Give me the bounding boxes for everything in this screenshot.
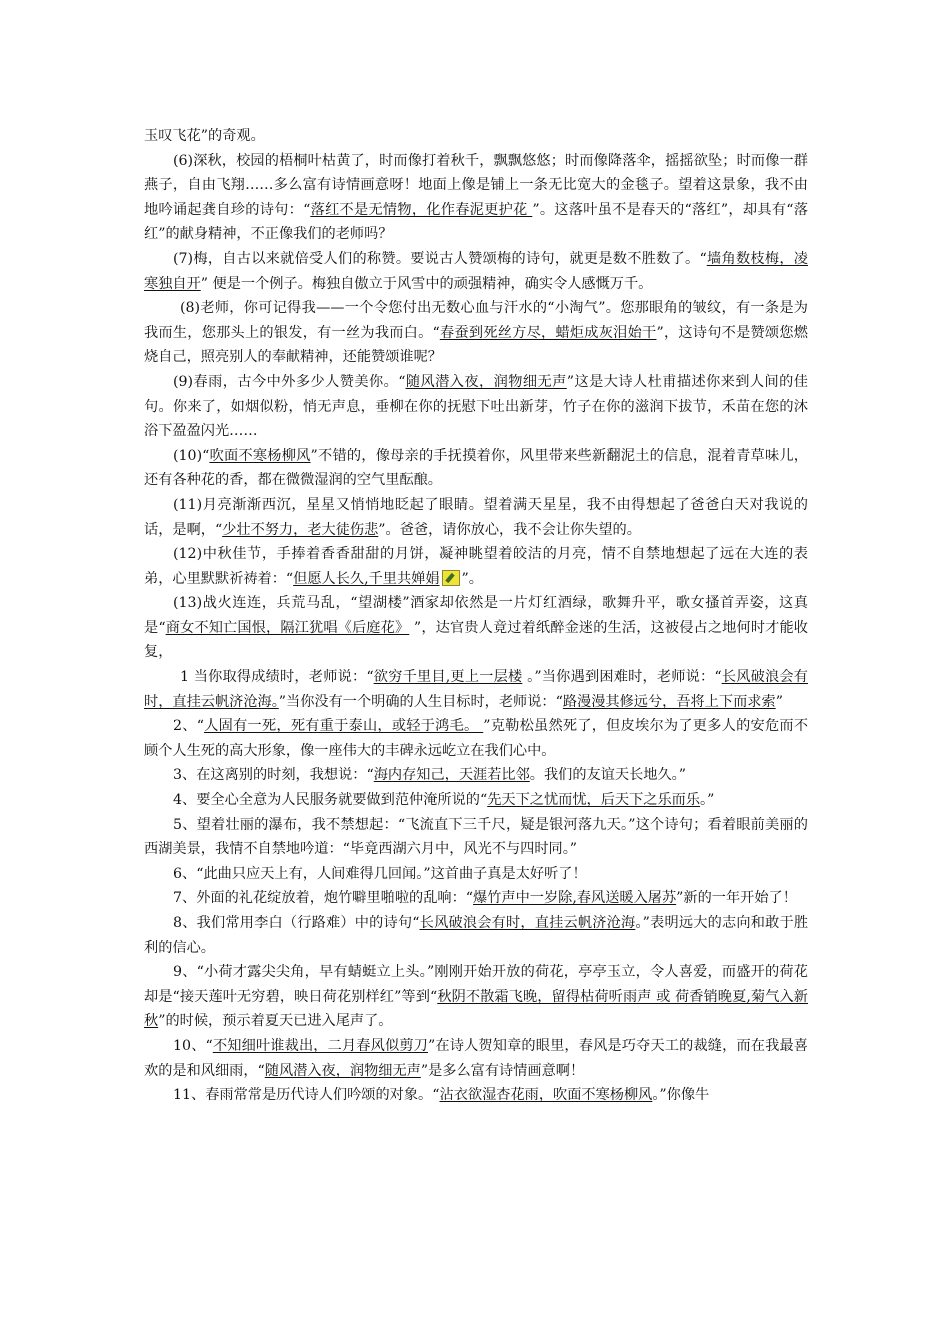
text-run: ”。这落叶虽不是春天的“落红”，却具有“落红”的献身精神，不正像我们的老师吗？ bbox=[144, 201, 808, 243]
text-run: (11)月亮渐渐西沉，星星又悄悄地眨起了眼睛。望着满天星星，我不由得想起了爸爸白天对我说的话，是啊，“ bbox=[144, 496, 808, 538]
paragraph bbox=[144, 960, 808, 1034]
paragraph bbox=[144, 124, 808, 149]
text-run: ”这是大诗人杜甫描述你来到人间的佳句。你来了，如烟似粉，悄无声息，垂柳在你的抚慰下吐出新芽，竹子在你的滋润下拔节，禾苗在您的沐浴下盈盈闪光…… bbox=[144, 373, 808, 440]
text-run: (8)老师，你可记得我——一个令您付出无数心血与汗水的“小淘气”。您那眼角的皱纹，有一条是为我而生，您那头上的银发，有一丝为我而白。“ bbox=[144, 300, 808, 341]
text-run: ”，达官贵人竟过着纸醉金迷的生活，这被侵占之地何时才能收复， bbox=[144, 619, 808, 661]
text-run: 。”表明远大的志向和敢于胜利的信心。 bbox=[144, 915, 809, 956]
text-run: 3、在这离别的时刻，我想说：“ bbox=[173, 767, 374, 784]
underlined-poem-line: 不知细叶谁裁出，二月春风似剪刀 bbox=[212, 1037, 428, 1054]
underlined-poem-line: 少壮不努力，老大徒伤悲 bbox=[222, 521, 379, 538]
text-run: ”。 bbox=[461, 570, 483, 587]
underlined-poem-line: 吹面不寒杨柳风 bbox=[209, 447, 311, 464]
text-run: 10、“ bbox=[173, 1037, 213, 1054]
document-page bbox=[144, 124, 808, 1108]
text-run: (13)战火连连，兵荒马乱，“望湖楼”酒家却依然是一片灯红酒绿，歌舞升平，歌女搔首弄姿，这真是“ bbox=[144, 595, 808, 636]
underlined-poem-line: 随风潜入夜，润物细无声 bbox=[405, 373, 567, 390]
paragraph bbox=[144, 591, 808, 665]
underlined-poem-line: 海内存知己，天涯若比邻 bbox=[373, 767, 530, 784]
underlined-poem-line: 爆竹声中一岁除,春风送暖入屠苏 bbox=[473, 890, 677, 907]
underlined-poem-line: 落红不是无情物，化作春泥更护花 bbox=[310, 201, 533, 218]
text-run: ”新的一年开始了！ bbox=[676, 890, 797, 907]
text-run: (12)中秋佳节，手捧着香香甜甜的月饼，凝神眺望着皎洁的月亮，情不自禁地想起了远在大连的表弟，心里默默祈祷着：“ bbox=[144, 546, 808, 587]
underlined-poem-line: 随风潜入夜，润物细无声 bbox=[264, 1062, 421, 1079]
underlined-poem-line: 人固有一死，死有重于泰山，或轻于鸿毛。 bbox=[203, 718, 484, 735]
paragraph bbox=[144, 763, 808, 788]
underlined-poem-line: 秋阴不散霜飞晚，留得枯荷听雨声 或 荷香销晚夏,菊气入新秋 bbox=[144, 988, 808, 1030]
text-run: 玉叹飞花”的奇观。 bbox=[144, 128, 265, 144]
paragraph bbox=[144, 788, 808, 813]
paragraph bbox=[144, 542, 808, 591]
paragraph bbox=[144, 149, 808, 247]
text-run: 。”你像牛 bbox=[652, 1087, 710, 1104]
underlined-poem-line: 但愿人长久,千里共婵娟 bbox=[293, 570, 440, 587]
underlined-poem-line: 先天下之忧而忧，后天下之乐而乐 bbox=[487, 792, 701, 809]
underlined-poem-line: 春蚕到死丝方尽，蜡炬成灰泪始干 bbox=[439, 324, 657, 341]
text-run: ”在诗人贺知章的眼里，春风是巧夺天工的裁缝，而在我最喜欢的是和风细雨，“ bbox=[144, 1037, 808, 1079]
text-run: 9、“小荷才露尖尖角，早有蜻蜓立上头。”刚刚开始开放的荷花，亭亭玉立，令人喜爱，而盛开的荷花却是“接天莲叶无穷碧，映日荷花别样红”等到“ bbox=[144, 964, 808, 1005]
text-run: ”当你没有一个明确的人生目标时，老师说：“ bbox=[278, 693, 563, 710]
text-run: ”不错的，像母亲的手抚摸着你，风里带来些新翻泥土的信息，混着青草味儿，还有各种花的香，都在微微湿润的空气里酝酿。 bbox=[144, 447, 808, 489]
underlined-poem-line: 墙角数枝梅，凌寒独自开 bbox=[144, 250, 808, 292]
text-run: ”。爸爸，请你放心，我不会让你失望的。 bbox=[378, 521, 641, 538]
underlined-poem-line: 沾衣欲湿杏花雨，吹面不寒杨柳风 bbox=[439, 1087, 653, 1104]
text-run: (10)“ bbox=[173, 447, 210, 464]
text-run: 11、春雨常常是历代诗人们吟颂的对象。“ bbox=[173, 1087, 440, 1104]
text-run: 5、望着壮丽的瀑布，我不禁想起：“飞流直下三千尺，疑是银河落九天。”这个诗句；看着眼前美丽的西湖美景，我情不自禁地吟道：“毕竟西湖六月中，风光不与四时同。” bbox=[144, 816, 808, 858]
paragraph bbox=[144, 247, 808, 296]
paragraph bbox=[144, 862, 808, 887]
text-run: 8、我们常用李白（行路难）中的诗句“ bbox=[173, 915, 420, 931]
text-run: (7)梅，自古以来就倍受人们的称赞。要说古人赞颂梅的诗句，就更是数不胜数了。“ bbox=[173, 250, 707, 267]
text-run: ”的时候，预示着夏天已进入尾声了。 bbox=[158, 1013, 393, 1030]
paragraph bbox=[144, 1083, 808, 1108]
text-run: 7、外面的礼花绽放着，炮竹噼里啪啦的乱响：“ bbox=[173, 890, 474, 907]
paragraph bbox=[144, 493, 808, 542]
underlined-poem-line: 长风破浪会有时，直挂云帆济沧海。 bbox=[144, 669, 808, 710]
text-run: 2、“ bbox=[173, 718, 204, 735]
edit-pen-icon bbox=[442, 570, 460, 586]
text-run: ”克勒松虽然死了，但皮埃尔为了更多人的安危而不顾个人生死的高大形象，像一座伟大的丰碑永远屹立在我们心中。 bbox=[144, 718, 809, 759]
underlined-poem-line: 欲穷千里目,更上一层楼 bbox=[373, 669, 523, 686]
text-run: 。”当你遇到困难时，老师说：“ bbox=[522, 669, 722, 686]
text-run: ” bbox=[775, 693, 783, 710]
paragraph bbox=[144, 1034, 808, 1083]
text-run: (6)深秋，校园的梧桐叶枯黄了，时而像打着秋千，飘飘悠悠；时而像降落伞，摇摇欲坠；时而像一群燕子，自由飞翔……多么富有诗情画意呀！地面上像是铺上一条无比宽大的金毯子。望着这景象，我不由地吟诵起龚自珍的诗句：“ bbox=[144, 152, 808, 218]
paragraph bbox=[144, 296, 808, 370]
text-run: ” 便是一个例子。梅独自傲立于风雪中的顽强精神，确实令人感慨万千。 bbox=[200, 275, 653, 292]
paragraph bbox=[144, 886, 808, 911]
text-run: 。” bbox=[700, 792, 715, 809]
underlined-poem-line: 商女不知亡国恨，隔江犹唱《后庭花》 bbox=[165, 619, 410, 636]
paragraph bbox=[144, 714, 808, 763]
text-run: 。我们的友谊天长地久。” bbox=[529, 767, 687, 784]
paragraph bbox=[144, 813, 808, 862]
underlined-poem-line: 路漫漫其修远兮，吾将上下而求索 bbox=[562, 693, 776, 710]
text-run: 6、“此曲只应天上有，人间难得几回闻。”这首曲子真是太好听了！ bbox=[173, 865, 587, 882]
paragraph bbox=[144, 370, 808, 444]
paragraph bbox=[144, 911, 808, 960]
paragraph bbox=[144, 444, 808, 493]
paragraph bbox=[144, 665, 808, 714]
text-run: 4、要全心全意为人民服务就要做到范仲淹所说的“ bbox=[173, 792, 488, 809]
text-run: 1 当你取得成绩时，老师说：“ bbox=[180, 669, 374, 686]
text-run: ”，这诗句不是赞颂您燃烧自己，照亮别人的奉献精神，还能赞颂谁呢？ bbox=[144, 324, 808, 366]
text-run: (9)春雨，古今中外多少人赞美你。“ bbox=[173, 373, 406, 390]
text-run: ”是多么富有诗情画意啊！ bbox=[420, 1062, 585, 1079]
underlined-poem-line: 长风破浪会有时，直挂云帆济沧海 bbox=[419, 915, 636, 931]
